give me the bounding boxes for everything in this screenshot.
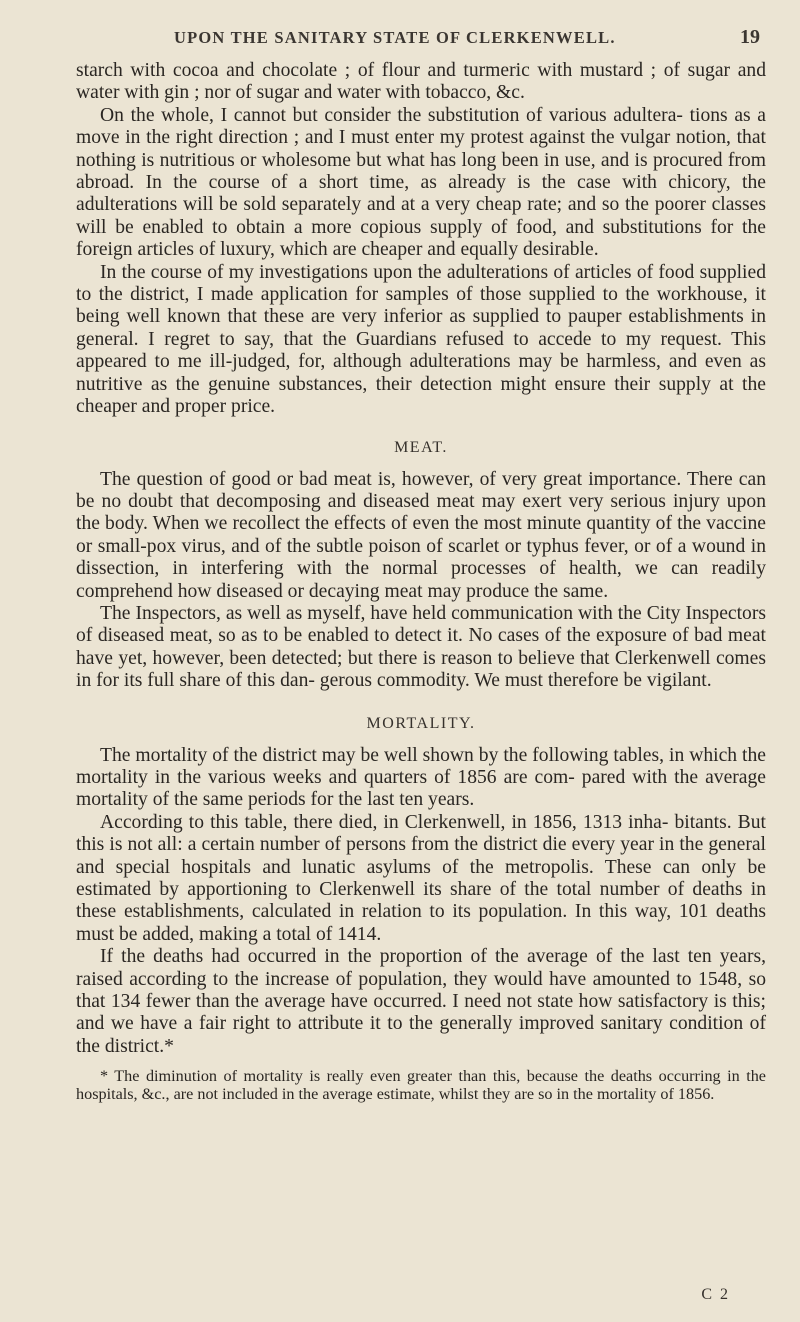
running-title: UPON THE SANITARY STATE OF CLERKENWELL. — [174, 28, 616, 47]
paragraph-mortality-average: If the deaths had occurred in the proportion of the average of the last ten years, raised according to the increase of population, they would have amounted to 1548, so that 134 fewer than the average have occurred. I need not state how satisfactory is this; and we have a fair right to attribute it to the generally improved sanitary condition of the district.* — [76, 946, 766, 1057]
running-header — [76, 24, 760, 54]
heading-meat: MEAT. — [394, 438, 448, 456]
paragraph-mortality-deaths: According to this table, there died, in Clerkenwell, in 1856, 1313 inha- bitants. But this is not all: a certain number of persons from the district die every year in the general and special hospitals and lunatic asylums of the metropolis. These can only be estimated by apportioning to Clerkenwell its share of the total number of deaths in these establishments, calculated in relation to its population. In this way, 101 deaths must be added, making a total of 1414. — [76, 811, 766, 945]
signature-mark: C 2 — [701, 1286, 730, 1303]
body-text — [76, 60, 766, 1103]
footnote-text: * The diminution of mortality is really even greater than this, because the deaths occurring in the hospitals, &c., are not included in the average estimate, whilst they are so in the mortality of 1856. — [76, 1067, 766, 1103]
heading-mortality: MORTALITY. — [366, 714, 476, 732]
paragraph-adulteration-list: starch with cocoa and chocolate ; of flour and turmeric with mustard ; of sugar and water with gin ; nor of sugar and water with tobacco, &c. — [76, 60, 766, 104]
paragraph-meat-inspectors: The Inspectors, as well as myself, have held communication with the City Inspectors of diseased meat, so as to be enabled to detect it. No cases of the exposure of bad meat have yet, however, been detected; but there is reason to believe that Clerkenwell comes in for its full share of this dan- gerous commodity. We must therefore be vigilant. — [76, 602, 766, 692]
paragraph-mortality-tables: The mortality of the district may be well shown by the following tables, in which the mortality in the various weeks and quarters of 1856 are com- pared with the average mortality of the same periods for the last ten years. — [76, 744, 766, 811]
paragraph-meat-importance: The question of good or bad meat is, however, of very great importance. There can be no doubt that decomposing and diseased meat may exert very serious injury upon the body. When we recollect the effects of even the most minute quantity of the vaccine or small-pox virus, and of the subtle poison of scarlet or typhus fever, or of a wound in dissection, in interfering with the normal processes of health, we can readily comprehend how diseased or decaying meat may produce the same. — [76, 468, 766, 602]
paragraph-workhouse: In the course of my investigations upon the adulterations of articles of food supplied to the district, I made application for samples of those supplied to the workhouse, it being well known that these are very inferior as supplied to pauper establishments in general. I regret to say, that the Guardians refused to accede to my request. This appeared to me ill-judged, for, although adulterations may be harmless, and even as nutritive as the genuine substances, their detection might ensure their supply at the cheaper and proper price. — [76, 261, 766, 418]
page-number: 19 — [740, 26, 760, 48]
footnote — [76, 1068, 766, 1103]
paragraph-substitution: On the whole, I cannot but consider the substitution of various adultera- tions as a move in the right direction ; and I must enter my protest against the vulgar notion, that nothing is nutritious or wholesome but what has long been in use, and is procured from abroad. In the course of a short time, as already is the case with chicory, the adulterations will be sold separately and at a very cheap rate; and so the poorer classes will be enabled to obtain a more copious supply of food, and substitutions for the foreign articles of luxury, which are cheaper and equally desirable. — [76, 104, 766, 261]
